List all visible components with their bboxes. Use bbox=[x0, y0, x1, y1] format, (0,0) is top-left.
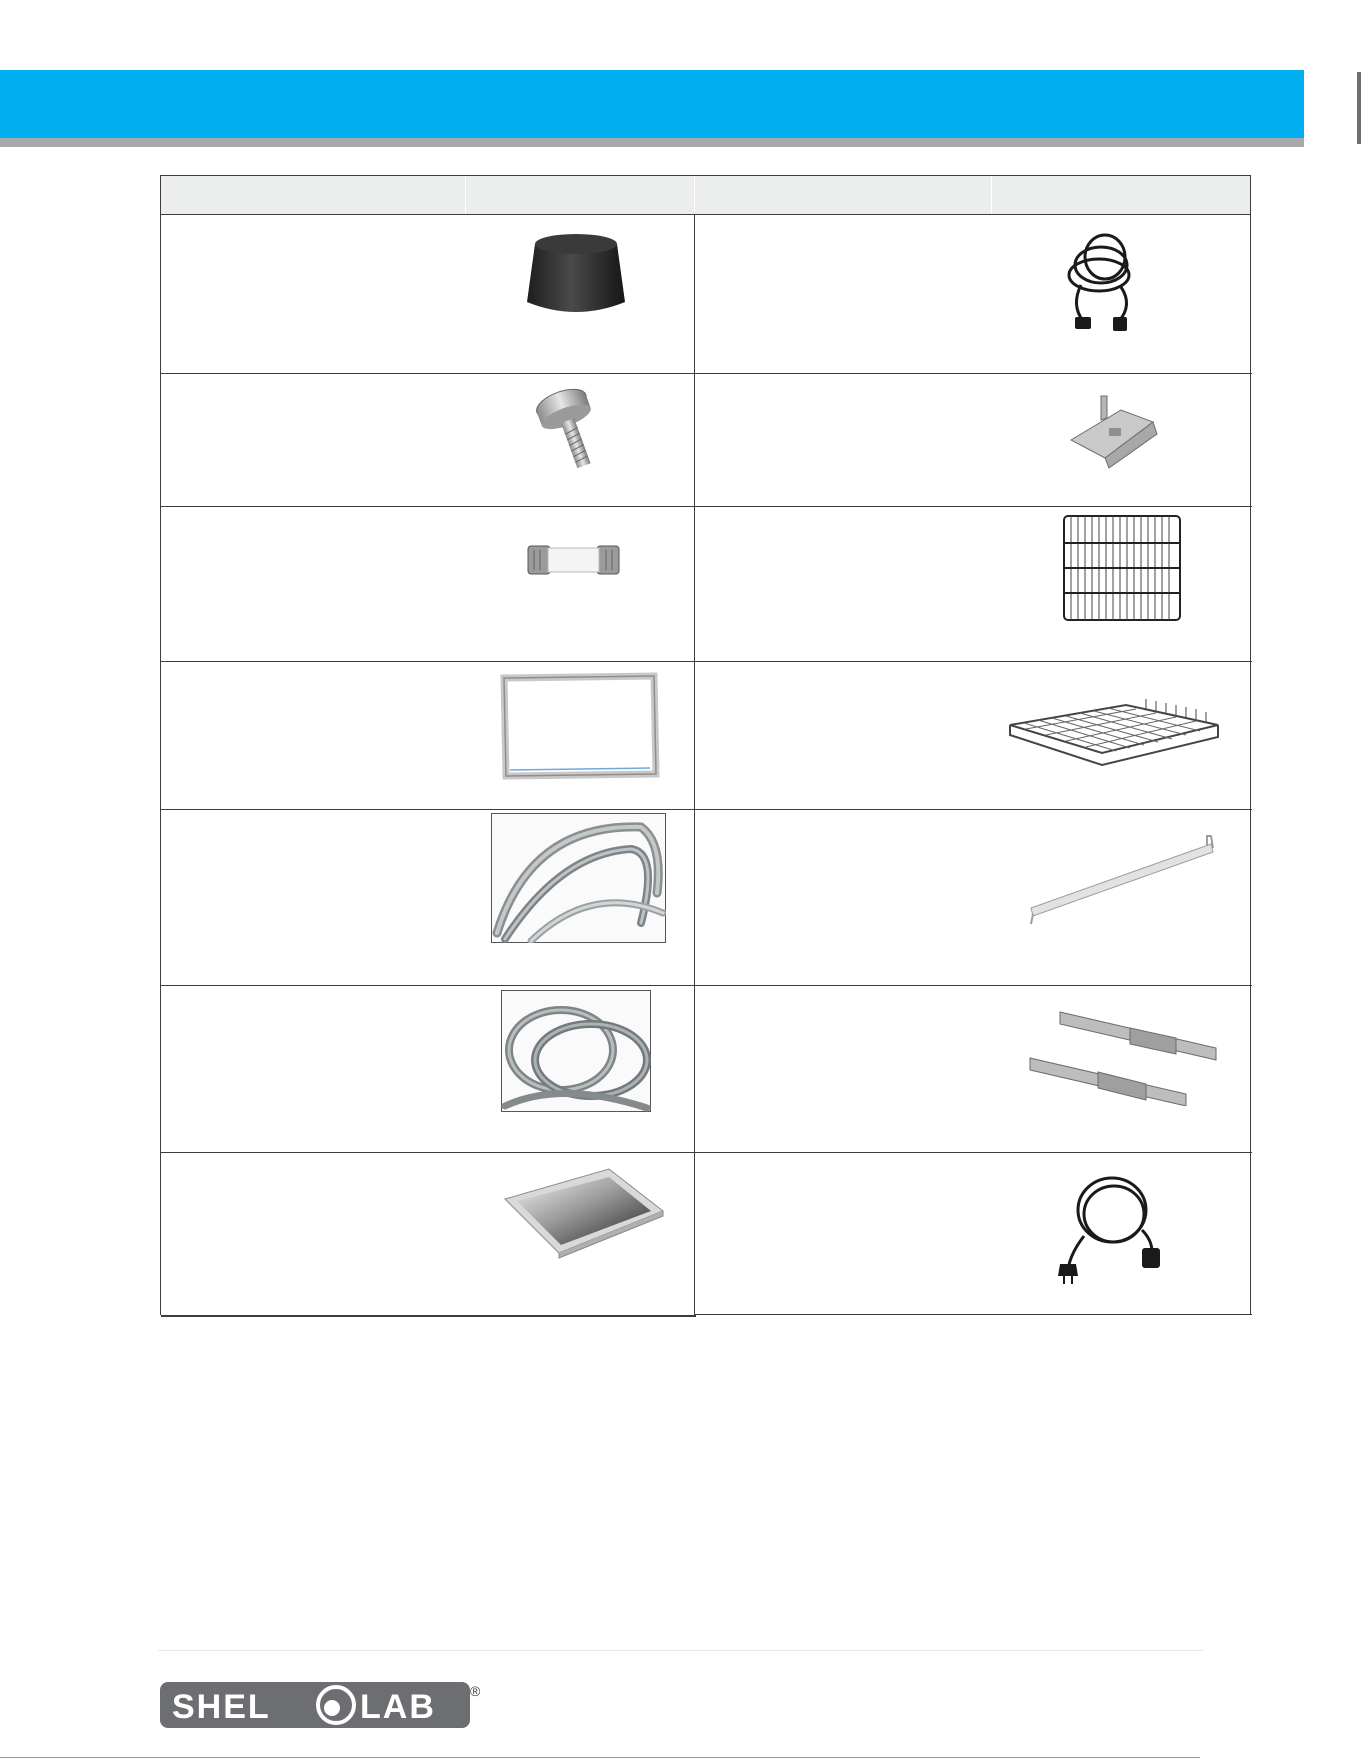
shelf-clip-image bbox=[1061, 390, 1161, 470]
wire-shelf-image bbox=[1061, 513, 1183, 623]
shelf-bar-image bbox=[1021, 830, 1221, 930]
row-divider bbox=[161, 661, 1252, 662]
page-bottom-rule bbox=[0, 1757, 1200, 1758]
shelf-slide-rails-image bbox=[1026, 1008, 1221, 1106]
table-header-row bbox=[160, 175, 1251, 215]
column-divider bbox=[694, 215, 695, 1315]
wire-basket-shelf-image bbox=[1006, 695, 1221, 773]
stainless-tray-image bbox=[501, 1165, 666, 1260]
header-band bbox=[0, 70, 1304, 138]
table-bottom-border bbox=[694, 1314, 1252, 1315]
rubber-stopper-image bbox=[521, 230, 631, 322]
header-cell-divider bbox=[465, 176, 466, 214]
table-body bbox=[160, 215, 1251, 1315]
edge-mark bbox=[1357, 72, 1361, 144]
logo-text-right: LAB bbox=[360, 1688, 436, 1726]
logo-text-left: SHEL bbox=[172, 1688, 271, 1726]
fuse-image bbox=[526, 540, 621, 580]
header-cell-divider bbox=[694, 176, 695, 214]
power-cord-eu-image bbox=[1056, 1170, 1166, 1285]
header-cell-divider bbox=[991, 176, 992, 214]
shellab-logo bbox=[158, 1678, 488, 1730]
power-cord-image bbox=[1061, 225, 1141, 335]
row-divider bbox=[161, 809, 1252, 810]
footer-rule bbox=[158, 1650, 1203, 1651]
door-gasket-coil-image bbox=[501, 990, 651, 1112]
door-gasket-loop-image bbox=[491, 813, 666, 943]
door-gasket-image bbox=[496, 670, 661, 780]
row-divider bbox=[161, 1152, 1252, 1153]
row-divider bbox=[161, 373, 1252, 374]
table-bottom-border bbox=[161, 1315, 696, 1317]
row-divider bbox=[161, 985, 1252, 986]
thumb-screw-image bbox=[531, 380, 611, 480]
header-rule bbox=[0, 138, 1304, 147]
row-divider bbox=[161, 506, 1252, 507]
registered-mark: ® bbox=[470, 1683, 481, 1699]
